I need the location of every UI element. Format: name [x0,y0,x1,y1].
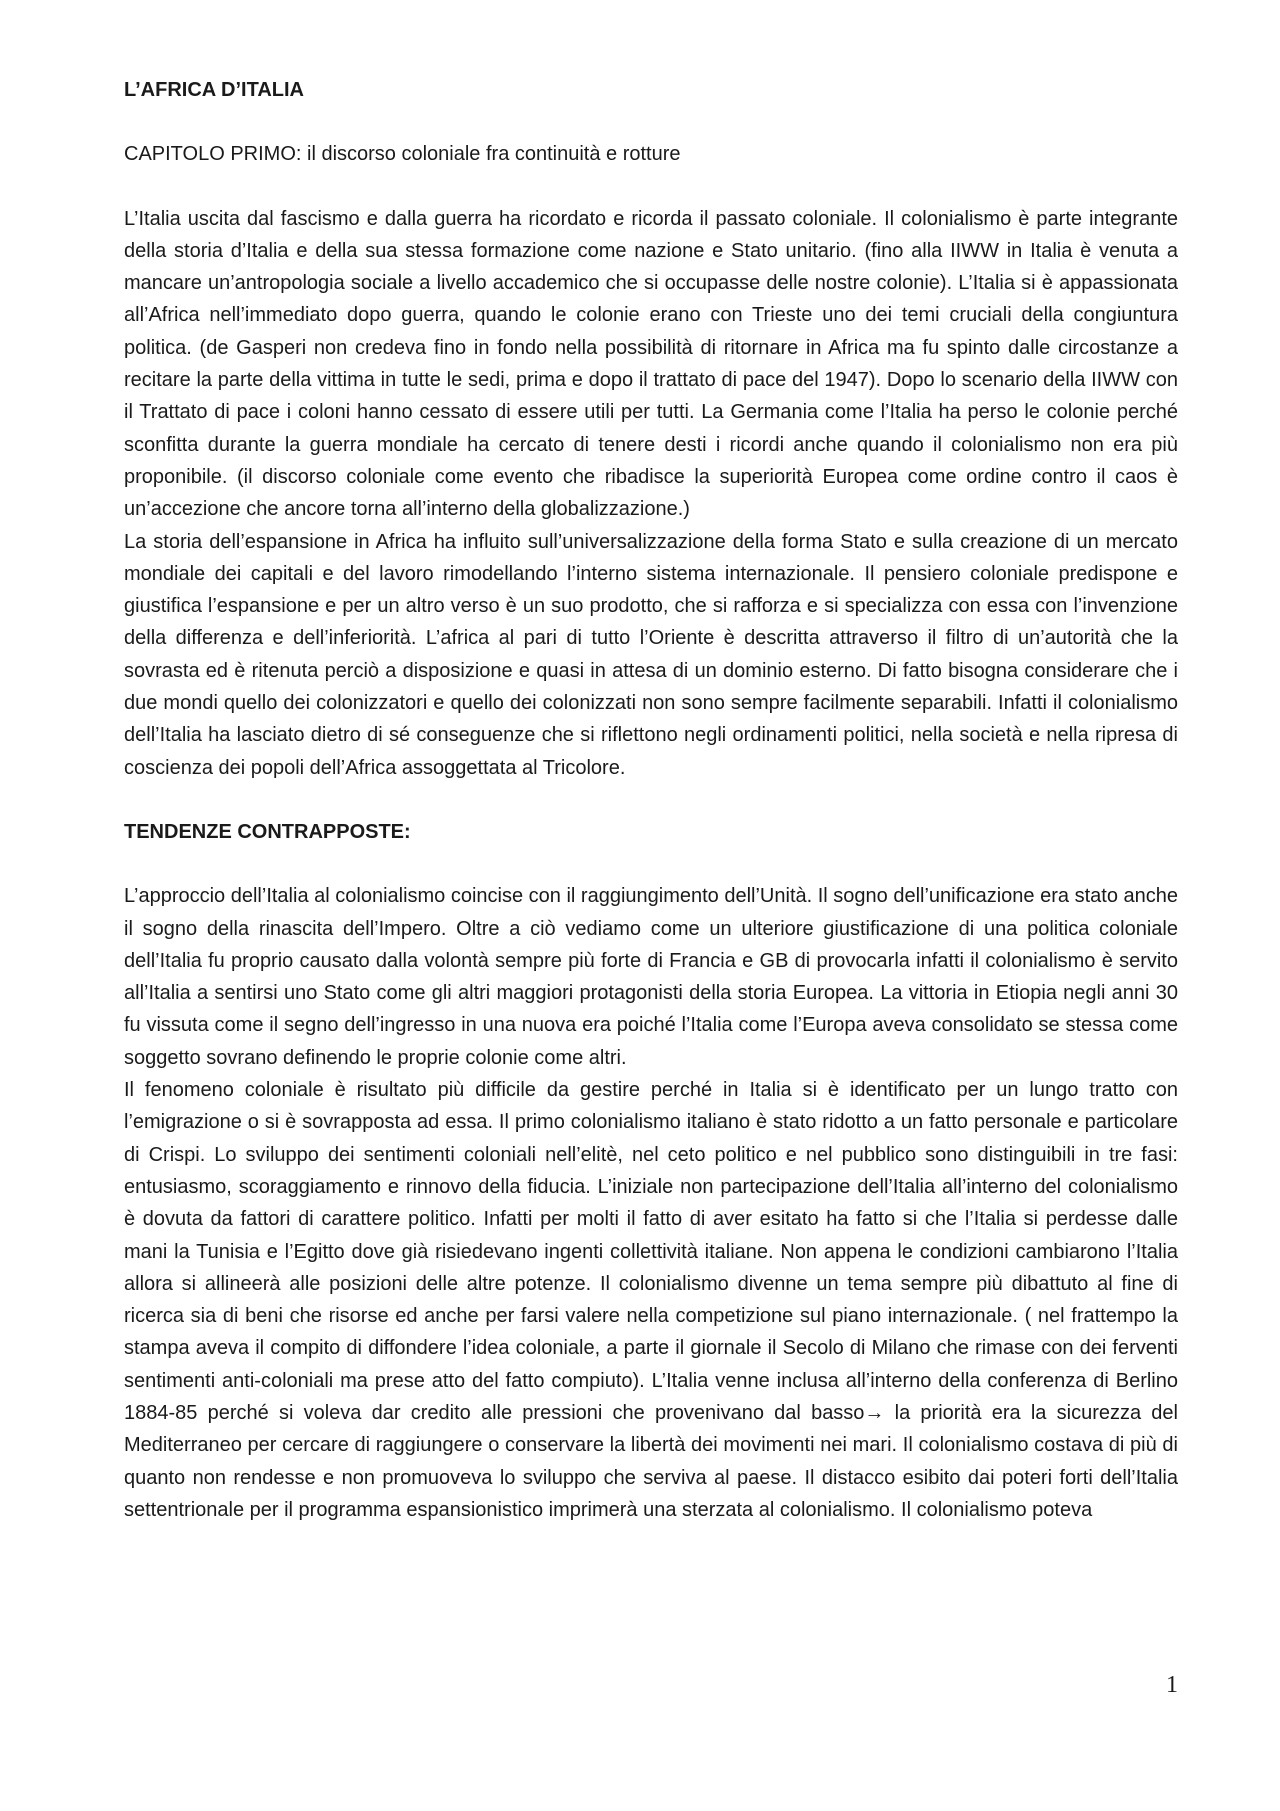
section-heading: TENDENZE CONTRAPPOSTE: [124,820,411,843]
paragraph: L’Italia uscita dal fascismo e dalla guerra ha ricordato e ricorda il passato coloniale. Il colonialismo è parte integrante della storia d’Italia e della sua stessa formazione come nazione e Stato unitario. (fino alla IIWW in Italia è venuta a mancare un’antropologia sociale a livello accademico che si occupasse delle nostre colonie). L’Italia si è appassionata all’Africa nell’immediato dopo guerra, quando le colonie erano con Trieste uno dei temi cruciali della congiuntura politica. (de Gasperi non credeva fino in fondo nella possibilità di ritornare in Africa ma fu spinto dalle circostanze a recitare la parte della vittima in tutte le sedi, prima e dopo il trattato di pace del 1947). Dopo lo scenario della IIWW con il Trattato di pace i coloni hanno cessato di essere utili per tutti. La Germania come l’Italia ha perso le colonie perché sconfitta durante la guerra mondiale ha cercato di tenere desti i ricordi anche quando il colonialismo non era più proponibile. (il discorso coloniale come evento che ribadisce la superiorità Europea come ordine contro il caos è un’accezione che ancore torna all’interno della globalizzazione.) [124,207,1178,521]
chapter-heading: CAPITOLO PRIMO: il discorso coloniale fra continuità e rotture [124,143,681,166]
document-body [124,74,1178,1526]
page-number: 1 [1166,1672,1178,1698]
paragraph: Il fenomeno coloniale è risultato più difficile da gestire perché in Italia si è identificato per un lungo tratto con l’emigrazione o si è sovrapposta ad essa. Il primo colonialismo italiano è stato ridotto a un fatto personale e particolare di Crispi. Lo sviluppo dei sentimenti coloniali nell’elitè, nel ceto politico e nel pubblico sono distinguibili in tre fasi: entusiasmo, scoraggiamento e rinnovo della fiducia. L’iniziale non partecipazione dell’Italia all’interno del colonialismo è dovuta da fattori di carattere politico. Infatti per molti il fatto di aver esitato ha fatto si che l’Italia si perdesse dalle mani la Tunisia e l’Egitto dove già risiedevano ingenti collettività italiane. Non appena le condizioni cambiarono l’Italia allora si allineerà alle posizioni delle altre potenze. Il colonialismo divenne un tema sempre più dibattuto al fine di ricerca sia di beni che risorse ed anche per farsi valere nella competizione sul piano internazionale. ( nel frattempo la stampa aveva il compito di diffondere l’idea coloniale, a parte il giornale il Secolo di Milano che rimase con dei ferventi sentimenti anti-coloniali ma prese atto del fatto compiuto). L’Italia venne inclusa all’interno della conferenza di Berlino 1884-85 perché si voleva dar credito alle pressioni che provenivano dal basso→ la priorità era la sicurezza del Mediterraneo per cercare di raggiungere o conservare la libertà dei movimenti nei mari. Il colonialismo costava di più di quanto non rendesse e non promuoveva lo sviluppo che serviva al paese. Il distacco esibito dai poteri forti dell’Italia settentrionale per il programma espansionistico imprimerà una sterzata al colonialismo. Il colonialismo poteva [124,1079,1178,1521]
paragraph: La storia dell’espansione in Africa ha influito sull’universalizzazione della forma Stato e sulla creazione di un mercato mondiale dei capitali e del lavoro rimodellando l’interno sistema internazionale. Il pensiero coloniale predispone e giustifica l’espansione e per un altro verso è un suo prodotto, che si rafforza e si specializza con essa con l’invenzione della differenza e dell’inferiorità. L’africa al pari di tutto l’Oriente è descritta attraverso il filtro di un’autorità che la sovrasta ed è ritenuta perciò a disposizione e quasi in attesa di un dominio esterno. Di fatto bisogna considerare che i due mondi quello dei colonizzatori e quello dei colonizzati non sono sempre facilmente separabili. Infatti il colonialismo dell’Italia ha lasciato dietro di sé conseguenze che si riflettono negli ordinamenti politici, nella società e nella ripresa di coscienza dei popoli dell’Africa assoggettata al Tricolore. [124,530,1178,779]
document-title: L’AFRICA D’ITALIA [124,79,304,101]
paragraph: L’approccio dell’Italia al colonialismo coincise con il raggiungimento dell’Unità. Il sogno dell’unificazione era stato anche il sogno della rinascita dell’Impero. Oltre a ciò vediamo come un ulteriore giustificazione di una politica coloniale dell’Italia fu proprio causato dalla volontà sempre più forte di Francia e GB di provocarla infatti il colonialismo è servito all’Italia a sentirsi uno Stato come gli altri maggiori protagonisti della storia Europea. La vittoria in Etiopia negli anni 30 fu vissuta come il segno dell’ingresso in una nuova era poiché l’Italia come l’Europa aveva consolidato se stessa come soggetto sovrano definendo le proprie colonie come altri. [124,885,1178,1069]
